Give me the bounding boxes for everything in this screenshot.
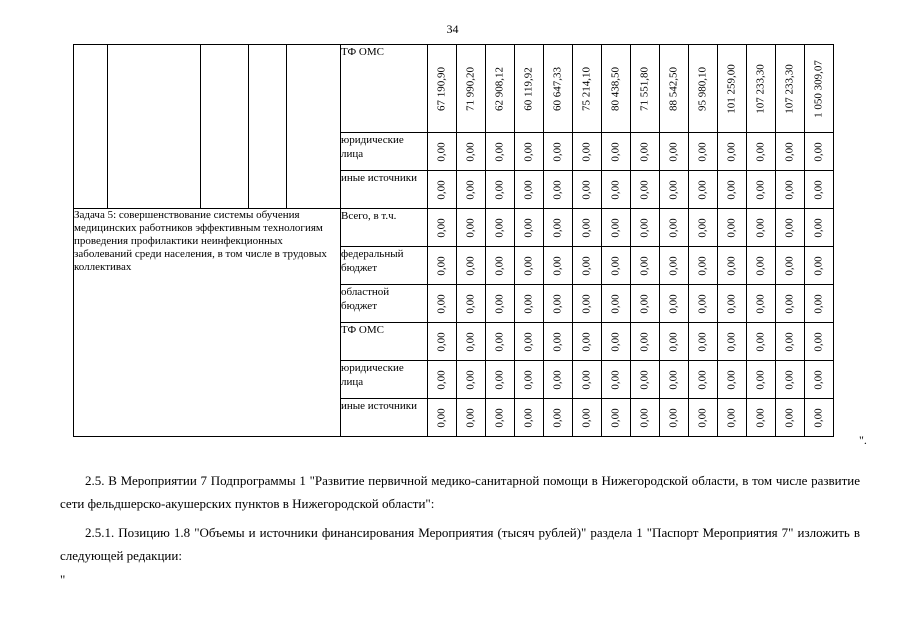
source-label: ТФ ОМС [341,45,428,133]
value-cell [805,285,834,323]
value-cell [805,45,834,133]
value-cell [486,171,515,209]
value-cell [718,247,747,285]
value-cell [689,133,718,171]
value-cell [718,133,747,171]
value-cell [544,133,573,171]
value-cell [457,285,486,323]
value-text: 0,00 [783,407,796,428]
value-cell [486,399,515,437]
value-cell [660,285,689,323]
value-cell [515,209,544,247]
value-text: 0,00 [609,179,622,200]
value-text: 0,00 [464,407,477,428]
value-text: 0,00 [812,369,825,390]
value-cell [660,209,689,247]
value-text: 0,00 [580,331,593,352]
value-text: 80 438,50 [609,66,622,111]
value-cell [573,209,602,247]
value-text: 0,00 [551,331,564,352]
value-text: 101 259,00 [725,63,738,114]
value-cell [689,209,718,247]
value-text: 0,00 [580,179,593,200]
value-text: 0,00 [435,255,448,276]
value-cell [573,285,602,323]
value-cell [486,209,515,247]
value-text: 0,00 [812,179,825,200]
value-text: 0,00 [638,407,651,428]
value-text: 0,00 [725,331,738,352]
value-text: 0,00 [696,141,709,162]
value-text: 0,00 [493,293,506,314]
value-text: 0,00 [464,369,477,390]
value-text: 107 233,30 [754,63,767,114]
value-cell [689,361,718,399]
value-cell [776,361,805,399]
value-cell [428,133,457,171]
value-text: 62 908,12 [493,66,506,111]
value-cell [776,285,805,323]
value-cell [747,133,776,171]
value-cell [602,209,631,247]
value-text: 0,00 [783,369,796,390]
value-cell [747,45,776,133]
value-cell [718,209,747,247]
value-cell [457,209,486,247]
value-text: 88 542,50 [667,66,680,111]
value-text: 0,00 [754,255,767,276]
value-cell [631,399,660,437]
value-text: 0,00 [464,331,477,352]
empty-cell [74,45,108,209]
value-text: 0,00 [667,331,680,352]
table-row [74,45,834,133]
value-text: 0,00 [580,369,593,390]
value-text: 0,00 [754,331,767,352]
value-text: 75 214,10 [580,66,593,111]
value-cell [776,247,805,285]
value-text: 0,00 [754,369,767,390]
value-text: 0,00 [580,255,593,276]
value-cell [428,361,457,399]
value-text: 0,00 [609,217,622,238]
value-text: 0,00 [522,179,535,200]
value-cell [544,285,573,323]
value-text: 0,00 [464,141,477,162]
value-cell [515,171,544,209]
value-cell [486,323,515,361]
value-cell [486,361,515,399]
value-text: 0,00 [667,293,680,314]
value-text: 0,00 [754,179,767,200]
opening-quote: " [60,572,66,587]
value-cell [544,247,573,285]
value-cell [631,247,660,285]
value-cell [457,133,486,171]
value-text: 0,00 [551,407,564,428]
value-cell [486,133,515,171]
value-cell [573,399,602,437]
value-text: 0,00 [812,255,825,276]
value-cell [602,361,631,399]
value-cell [689,45,718,133]
empty-cell [249,45,287,209]
value-text: 0,00 [522,255,535,276]
value-text: 0,00 [725,293,738,314]
value-cell [631,323,660,361]
value-text: 0,00 [638,293,651,314]
value-text: 0,00 [696,217,709,238]
value-cell [718,285,747,323]
value-text: 0,00 [551,293,564,314]
value-cell [457,361,486,399]
empty-cell [201,45,249,209]
value-text: 0,00 [609,369,622,390]
value-text: 0,00 [522,217,535,238]
value-text: 0,00 [667,255,680,276]
value-text: 0,00 [551,141,564,162]
value-text: 0,00 [493,255,506,276]
value-cell [428,45,457,133]
value-cell [718,45,747,133]
value-text: 0,00 [493,369,506,390]
value-text: 67 190,90 [435,66,448,111]
value-cell [689,171,718,209]
value-cell [457,399,486,437]
value-cell [718,399,747,437]
value-text: 60 647,33 [551,66,564,111]
value-text: 0,00 [493,179,506,200]
value-cell [631,171,660,209]
value-text: 0,00 [580,217,593,238]
page-number: 34 [446,22,459,36]
value-cell [660,133,689,171]
value-cell [457,323,486,361]
value-cell [486,285,515,323]
value-cell [573,323,602,361]
value-text: 0,00 [435,369,448,390]
value-cell [660,45,689,133]
value-cell [428,209,457,247]
value-cell [602,247,631,285]
source-label: иные источники [341,171,428,209]
value-text: 0,00 [812,407,825,428]
value-cell [776,45,805,133]
value-cell [631,133,660,171]
value-cell [660,361,689,399]
financing-table [73,44,834,437]
value-text: 0,00 [638,179,651,200]
value-text: 0,00 [638,255,651,276]
value-text: 0,00 [464,255,477,276]
value-text: 0,00 [464,217,477,238]
value-cell [660,399,689,437]
value-cell [689,285,718,323]
value-text: 0,00 [696,179,709,200]
value-cell [544,323,573,361]
value-text: 0,00 [696,293,709,314]
value-text: 0,00 [435,179,448,200]
value-cell [747,247,776,285]
source-label: ТФ ОМС [341,323,428,361]
value-text: 0,00 [812,293,825,314]
value-text: 0,00 [754,407,767,428]
value-cell [631,209,660,247]
value-cell [805,247,834,285]
value-text: 0,00 [667,217,680,238]
value-text: 0,00 [783,179,796,200]
value-cell [573,45,602,133]
source-label: областной бюджет [341,285,428,323]
value-text: 0,00 [522,369,535,390]
value-text: 0,00 [493,407,506,428]
value-cell [486,247,515,285]
value-text: 0,00 [493,331,506,352]
value-cell [457,247,486,285]
value-text: 0,00 [464,293,477,314]
value-cell [776,133,805,171]
value-cell [544,399,573,437]
value-cell [428,323,457,361]
value-cell [515,361,544,399]
value-text: 0,00 [580,407,593,428]
source-label: юридические лица [341,361,428,399]
value-cell [602,285,631,323]
value-text: 0,00 [609,141,622,162]
value-text: 0,00 [638,217,651,238]
value-text: 0,00 [551,217,564,238]
value-text: 0,00 [725,217,738,238]
value-text: 0,00 [580,141,593,162]
value-text: 0,00 [725,407,738,428]
closing-quote: ". [859,433,867,447]
value-cell [544,45,573,133]
value-cell [573,361,602,399]
value-cell [805,323,834,361]
value-text: 0,00 [435,407,448,428]
value-cell [428,285,457,323]
value-cell [573,133,602,171]
value-cell [515,247,544,285]
value-cell [718,361,747,399]
value-text: 0,00 [667,141,680,162]
value-text: 0,00 [783,255,796,276]
value-cell [805,361,834,399]
value-text: 0,00 [551,255,564,276]
value-text: 60 119,92 [522,66,535,111]
paragraph-2-5-1: 2.5.1. Позицию 1.8 "Объемы и источники финансирования Мероприятия (тысяч рублей)" раздела 1 "Паспорт Мероприятия 7" изложить в следующей редакции: [60,525,860,563]
value-cell [602,323,631,361]
value-cell [660,171,689,209]
value-text: 0,00 [609,407,622,428]
value-cell [805,209,834,247]
value-cell [428,247,457,285]
value-text: 0,00 [609,331,622,352]
value-text: 0,00 [522,331,535,352]
value-text: 0,00 [696,255,709,276]
value-text: 0,00 [435,217,448,238]
value-cell [573,247,602,285]
value-text: 0,00 [725,255,738,276]
value-cell [805,171,834,209]
value-text: 0,00 [609,255,622,276]
value-cell [689,399,718,437]
value-cell [486,45,515,133]
value-cell [718,171,747,209]
source-label: Всего, в т.ч. [341,209,428,247]
value-cell [515,399,544,437]
value-text: 0,00 [783,293,796,314]
value-text: 0,00 [522,407,535,428]
value-text: 107 233,30 [783,63,796,114]
value-text: 0,00 [725,179,738,200]
source-label: федеральный бюджет [341,247,428,285]
value-text: 0,00 [696,331,709,352]
source-label: юридические лица [341,133,428,171]
value-text: 0,00 [435,293,448,314]
value-text: 0,00 [812,331,825,352]
value-cell [631,361,660,399]
value-text: 0,00 [522,141,535,162]
value-text: 0,00 [725,141,738,162]
value-text: 0,00 [464,179,477,200]
value-text: 0,00 [667,179,680,200]
value-cell [602,45,631,133]
paragraph-2-5: 2.5. В Мероприятии 7 Подпрограммы 1 "Развитие первичной медико-санитарной помощи в Нижегородской области, в том числе развитие сети фельдшерско-акушерских пунктов в Нижегородской области": [60,473,860,511]
value-text: 0,00 [493,141,506,162]
empty-cell [108,45,201,209]
value-cell [660,247,689,285]
value-text: 0,00 [754,217,767,238]
value-cell [776,323,805,361]
value-cell [776,209,805,247]
value-text: 0,00 [580,293,593,314]
value-text: 0,00 [493,217,506,238]
value-text: 0,00 [435,331,448,352]
value-cell [457,45,486,133]
value-cell [631,45,660,133]
value-cell [689,323,718,361]
source-label: иные источники [341,399,428,437]
table-row [74,209,834,247]
value-text: 0,00 [783,141,796,162]
value-cell [602,133,631,171]
value-text: 0,00 [754,293,767,314]
value-text: 71 990,20 [464,66,477,111]
value-cell [515,133,544,171]
value-cell [515,323,544,361]
value-text: 0,00 [435,141,448,162]
value-text: 0,00 [638,369,651,390]
value-text: 0,00 [783,217,796,238]
value-text: 0,00 [638,331,651,352]
value-cell [747,285,776,323]
value-cell [515,45,544,133]
value-text: 71 551,80 [638,66,651,111]
value-cell [776,171,805,209]
value-cell [428,171,457,209]
value-cell [544,361,573,399]
task-5-label: Задача 5: совершенствование системы обучения медицинских работников эффективным технологиям проведения профилактики неинфекционных заболеваний среди населения, в том числе в трудовых коллективах [74,209,341,437]
value-cell [515,285,544,323]
value-text: 0,00 [783,331,796,352]
value-text: 95 980,10 [696,66,709,111]
value-cell [602,399,631,437]
value-cell [602,171,631,209]
value-cell [747,171,776,209]
value-cell [747,361,776,399]
value-text: 0,00 [609,293,622,314]
value-cell [747,209,776,247]
value-text: 0,00 [696,407,709,428]
value-cell [747,399,776,437]
value-text: 0,00 [667,407,680,428]
value-cell [573,171,602,209]
value-cell [544,209,573,247]
value-text: 0,00 [812,141,825,162]
value-text: 1 050 309,07 [812,59,825,118]
value-cell [805,133,834,171]
empty-cell [287,45,341,209]
value-text: 0,00 [696,369,709,390]
value-cell [776,399,805,437]
value-cell [631,285,660,323]
value-cell [544,171,573,209]
value-cell [660,323,689,361]
value-text: 0,00 [638,141,651,162]
value-text: 0,00 [522,293,535,314]
value-text: 0,00 [667,369,680,390]
value-cell [805,399,834,437]
value-cell [747,323,776,361]
value-text: 0,00 [812,217,825,238]
value-cell [457,171,486,209]
value-cell [718,323,747,361]
value-text: 0,00 [551,179,564,200]
value-cell [689,247,718,285]
value-text: 0,00 [551,369,564,390]
value-text: 0,00 [725,369,738,390]
value-text: 0,00 [754,141,767,162]
value-cell [428,399,457,437]
